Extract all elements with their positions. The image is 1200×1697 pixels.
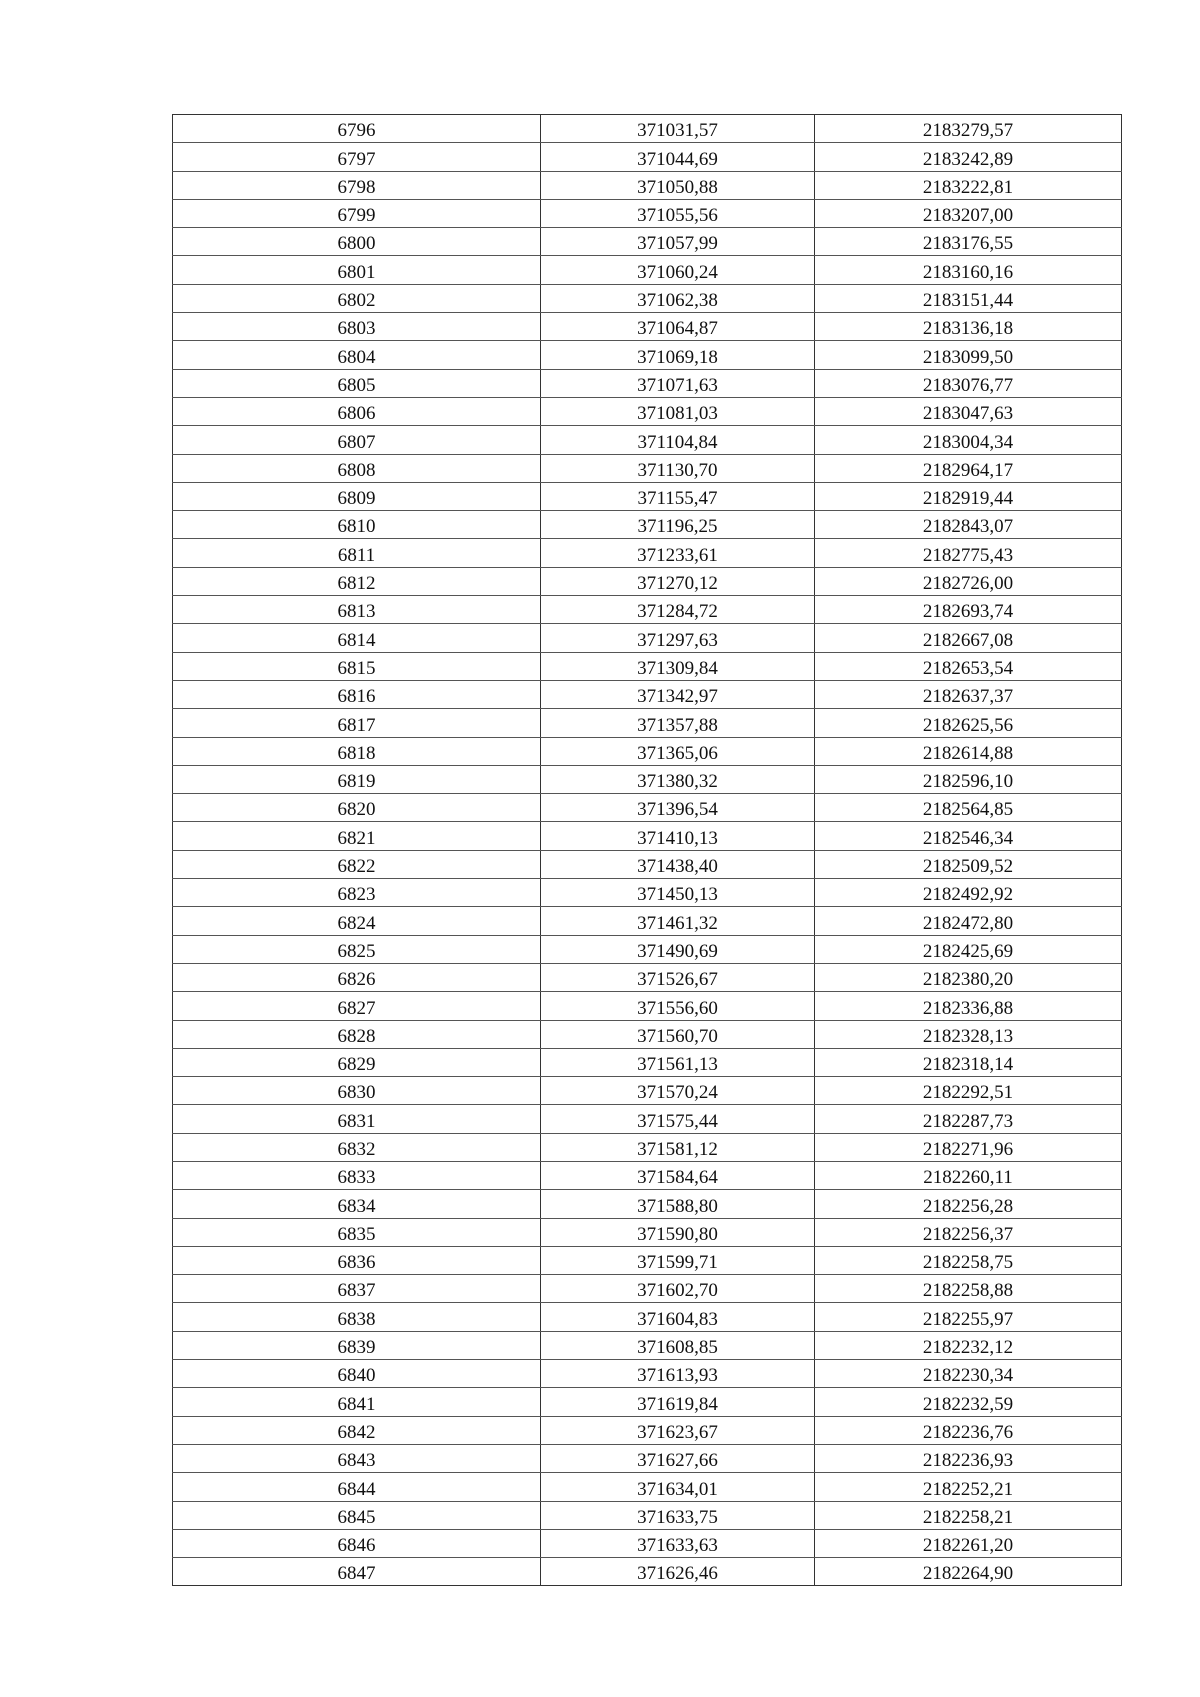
table-row xyxy=(173,426,1122,454)
y-coordinate-cell: 2182255,97 xyxy=(815,1303,1122,1331)
y-coordinate-cell: 2183136,18 xyxy=(815,313,1122,341)
table-row xyxy=(173,482,1122,510)
x-coordinate-cell: 371526,67 xyxy=(541,963,815,991)
table-row xyxy=(173,1077,1122,1105)
x-coordinate-cell: 371060,24 xyxy=(541,256,815,284)
y-coordinate-cell: 2182425,69 xyxy=(815,935,1122,963)
point-number-cell: 6832 xyxy=(173,1133,541,1161)
table-row xyxy=(173,397,1122,425)
point-number-cell: 6819 xyxy=(173,765,541,793)
x-coordinate-cell: 371044,69 xyxy=(541,143,815,171)
y-coordinate-cell: 2182258,21 xyxy=(815,1501,1122,1529)
y-coordinate-cell: 2183076,77 xyxy=(815,369,1122,397)
point-number-cell: 6806 xyxy=(173,397,541,425)
table-row xyxy=(173,963,1122,991)
table-row xyxy=(173,1133,1122,1161)
x-coordinate-cell: 371297,63 xyxy=(541,624,815,652)
y-coordinate-cell: 2182287,73 xyxy=(815,1105,1122,1133)
x-coordinate-cell: 371081,03 xyxy=(541,397,815,425)
point-number-cell: 6799 xyxy=(173,199,541,227)
x-coordinate-cell: 371438,40 xyxy=(541,850,815,878)
point-number-cell: 6805 xyxy=(173,369,541,397)
y-coordinate-cell: 2183099,50 xyxy=(815,341,1122,369)
point-number-cell: 6801 xyxy=(173,256,541,284)
point-number-cell: 6843 xyxy=(173,1444,541,1472)
x-coordinate-cell: 371410,13 xyxy=(541,822,815,850)
point-number-cell: 6831 xyxy=(173,1105,541,1133)
point-number-cell: 6845 xyxy=(173,1501,541,1529)
x-coordinate-cell: 371599,71 xyxy=(541,1246,815,1274)
y-coordinate-cell: 2183047,63 xyxy=(815,397,1122,425)
point-number-cell: 6838 xyxy=(173,1303,541,1331)
table-row xyxy=(173,511,1122,539)
table-row xyxy=(173,143,1122,171)
table-row xyxy=(173,1020,1122,1048)
point-number-cell: 6811 xyxy=(173,539,541,567)
table-row xyxy=(173,539,1122,567)
y-coordinate-cell: 2183160,16 xyxy=(815,256,1122,284)
x-coordinate-cell: 371626,46 xyxy=(541,1558,815,1586)
x-coordinate-cell: 371604,83 xyxy=(541,1303,815,1331)
y-coordinate-cell: 2182261,20 xyxy=(815,1529,1122,1557)
coordinates-sheet xyxy=(172,114,1121,1586)
y-coordinate-cell: 2183151,44 xyxy=(815,284,1122,312)
point-number-cell: 6830 xyxy=(173,1077,541,1105)
y-coordinate-cell: 2182271,96 xyxy=(815,1133,1122,1161)
x-coordinate-cell: 371050,88 xyxy=(541,171,815,199)
table-row xyxy=(173,1105,1122,1133)
y-coordinate-cell: 2182336,88 xyxy=(815,992,1122,1020)
coordinates-table xyxy=(172,114,1122,1586)
table-row xyxy=(173,369,1122,397)
point-number-cell: 6840 xyxy=(173,1360,541,1388)
y-coordinate-cell: 2182318,14 xyxy=(815,1048,1122,1076)
table-row xyxy=(173,1303,1122,1331)
x-coordinate-cell: 371031,57 xyxy=(541,115,815,143)
table-row xyxy=(173,794,1122,822)
x-coordinate-cell: 371396,54 xyxy=(541,794,815,822)
y-coordinate-cell: 2182492,92 xyxy=(815,879,1122,907)
x-coordinate-cell: 371627,66 xyxy=(541,1444,815,1472)
table-row xyxy=(173,313,1122,341)
point-number-cell: 6816 xyxy=(173,680,541,708)
table-row xyxy=(173,1218,1122,1246)
y-coordinate-cell: 2182260,11 xyxy=(815,1161,1122,1189)
table-row xyxy=(173,341,1122,369)
x-coordinate-cell: 371130,70 xyxy=(541,454,815,482)
point-number-cell: 6813 xyxy=(173,596,541,624)
y-coordinate-cell: 2183242,89 xyxy=(815,143,1122,171)
x-coordinate-cell: 371623,67 xyxy=(541,1416,815,1444)
table-row xyxy=(173,879,1122,907)
x-coordinate-cell: 371071,63 xyxy=(541,369,815,397)
y-coordinate-cell: 2182546,34 xyxy=(815,822,1122,850)
y-coordinate-cell: 2183207,00 xyxy=(815,199,1122,227)
x-coordinate-cell: 371633,75 xyxy=(541,1501,815,1529)
x-coordinate-cell: 371342,97 xyxy=(541,680,815,708)
table-row xyxy=(173,935,1122,963)
y-coordinate-cell: 2182256,28 xyxy=(815,1190,1122,1218)
x-coordinate-cell: 371561,13 xyxy=(541,1048,815,1076)
table-row xyxy=(173,680,1122,708)
y-coordinate-cell: 2182230,34 xyxy=(815,1360,1122,1388)
point-number-cell: 6797 xyxy=(173,143,541,171)
point-number-cell: 6836 xyxy=(173,1246,541,1274)
x-coordinate-cell: 371633,63 xyxy=(541,1529,815,1557)
x-coordinate-cell: 371233,61 xyxy=(541,539,815,567)
table-row xyxy=(173,256,1122,284)
y-coordinate-cell: 2182775,43 xyxy=(815,539,1122,567)
table-row xyxy=(173,1473,1122,1501)
x-coordinate-cell: 371309,84 xyxy=(541,652,815,680)
x-coordinate-cell: 371575,44 xyxy=(541,1105,815,1133)
point-number-cell: 6796 xyxy=(173,115,541,143)
coordinates-table-body xyxy=(173,115,1122,1586)
table-row xyxy=(173,1501,1122,1529)
y-coordinate-cell: 2183279,57 xyxy=(815,115,1122,143)
x-coordinate-cell: 371602,70 xyxy=(541,1275,815,1303)
point-number-cell: 6818 xyxy=(173,737,541,765)
y-coordinate-cell: 2182843,07 xyxy=(815,511,1122,539)
x-coordinate-cell: 371581,12 xyxy=(541,1133,815,1161)
point-number-cell: 6802 xyxy=(173,284,541,312)
table-row xyxy=(173,652,1122,680)
y-coordinate-cell: 2183176,55 xyxy=(815,228,1122,256)
y-coordinate-cell: 2182236,76 xyxy=(815,1416,1122,1444)
y-coordinate-cell: 2182667,08 xyxy=(815,624,1122,652)
point-number-cell: 6807 xyxy=(173,426,541,454)
point-number-cell: 6823 xyxy=(173,879,541,907)
table-row xyxy=(173,850,1122,878)
x-coordinate-cell: 371155,47 xyxy=(541,482,815,510)
table-row xyxy=(173,1360,1122,1388)
point-number-cell: 6825 xyxy=(173,935,541,963)
x-coordinate-cell: 371613,93 xyxy=(541,1360,815,1388)
table-row xyxy=(173,1444,1122,1472)
table-row xyxy=(173,171,1122,199)
x-coordinate-cell: 371055,56 xyxy=(541,199,815,227)
table-row xyxy=(173,115,1122,143)
table-row xyxy=(173,1190,1122,1218)
y-coordinate-cell: 2182509,52 xyxy=(815,850,1122,878)
y-coordinate-cell: 2182637,37 xyxy=(815,680,1122,708)
y-coordinate-cell: 2182380,20 xyxy=(815,963,1122,991)
x-coordinate-cell: 371461,32 xyxy=(541,907,815,935)
y-coordinate-cell: 2182625,56 xyxy=(815,709,1122,737)
point-number-cell: 6829 xyxy=(173,1048,541,1076)
point-number-cell: 6810 xyxy=(173,511,541,539)
point-number-cell: 6822 xyxy=(173,850,541,878)
y-coordinate-cell: 2182232,59 xyxy=(815,1388,1122,1416)
x-coordinate-cell: 371590,80 xyxy=(541,1218,815,1246)
y-coordinate-cell: 2182653,54 xyxy=(815,652,1122,680)
y-coordinate-cell: 2182596,10 xyxy=(815,765,1122,793)
x-coordinate-cell: 371380,32 xyxy=(541,765,815,793)
point-number-cell: 6817 xyxy=(173,709,541,737)
point-number-cell: 6824 xyxy=(173,907,541,935)
point-number-cell: 6828 xyxy=(173,1020,541,1048)
table-row xyxy=(173,454,1122,482)
table-row xyxy=(173,624,1122,652)
x-coordinate-cell: 371270,12 xyxy=(541,567,815,595)
point-number-cell: 6804 xyxy=(173,341,541,369)
table-row xyxy=(173,1246,1122,1274)
x-coordinate-cell: 371570,24 xyxy=(541,1077,815,1105)
y-coordinate-cell: 2182292,51 xyxy=(815,1077,1122,1105)
point-number-cell: 6846 xyxy=(173,1529,541,1557)
x-coordinate-cell: 371634,01 xyxy=(541,1473,815,1501)
y-coordinate-cell: 2182726,00 xyxy=(815,567,1122,595)
point-number-cell: 6821 xyxy=(173,822,541,850)
x-coordinate-cell: 371450,13 xyxy=(541,879,815,907)
point-number-cell: 6826 xyxy=(173,963,541,991)
table-row xyxy=(173,907,1122,935)
point-number-cell: 6814 xyxy=(173,624,541,652)
table-row xyxy=(173,596,1122,624)
point-number-cell: 6808 xyxy=(173,454,541,482)
point-number-cell: 6837 xyxy=(173,1275,541,1303)
x-coordinate-cell: 371357,88 xyxy=(541,709,815,737)
point-number-cell: 6812 xyxy=(173,567,541,595)
x-coordinate-cell: 371104,84 xyxy=(541,426,815,454)
table-row xyxy=(173,199,1122,227)
y-coordinate-cell: 2182236,93 xyxy=(815,1444,1122,1472)
x-coordinate-cell: 371069,18 xyxy=(541,341,815,369)
table-row xyxy=(173,1275,1122,1303)
point-number-cell: 6847 xyxy=(173,1558,541,1586)
x-coordinate-cell: 371062,38 xyxy=(541,284,815,312)
y-coordinate-cell: 2182964,17 xyxy=(815,454,1122,482)
point-number-cell: 6800 xyxy=(173,228,541,256)
x-coordinate-cell: 371619,84 xyxy=(541,1388,815,1416)
point-number-cell: 6827 xyxy=(173,992,541,1020)
y-coordinate-cell: 2182919,44 xyxy=(815,482,1122,510)
table-row xyxy=(173,1161,1122,1189)
y-coordinate-cell: 2182258,75 xyxy=(815,1246,1122,1274)
x-coordinate-cell: 371588,80 xyxy=(541,1190,815,1218)
y-coordinate-cell: 2182258,88 xyxy=(815,1275,1122,1303)
y-coordinate-cell: 2182232,12 xyxy=(815,1331,1122,1359)
point-number-cell: 6833 xyxy=(173,1161,541,1189)
x-coordinate-cell: 371560,70 xyxy=(541,1020,815,1048)
y-coordinate-cell: 2182328,13 xyxy=(815,1020,1122,1048)
table-row xyxy=(173,1529,1122,1557)
table-row xyxy=(173,228,1122,256)
y-coordinate-cell: 2182472,80 xyxy=(815,907,1122,935)
table-row xyxy=(173,765,1122,793)
table-row xyxy=(173,992,1122,1020)
x-coordinate-cell: 371196,25 xyxy=(541,511,815,539)
x-coordinate-cell: 371490,69 xyxy=(541,935,815,963)
table-row xyxy=(173,1388,1122,1416)
point-number-cell: 6839 xyxy=(173,1331,541,1359)
table-row xyxy=(173,1331,1122,1359)
point-number-cell: 6815 xyxy=(173,652,541,680)
point-number-cell: 6842 xyxy=(173,1416,541,1444)
x-coordinate-cell: 371584,64 xyxy=(541,1161,815,1189)
y-coordinate-cell: 2182252,21 xyxy=(815,1473,1122,1501)
y-coordinate-cell: 2182614,88 xyxy=(815,737,1122,765)
table-row xyxy=(173,709,1122,737)
y-coordinate-cell: 2182264,90 xyxy=(815,1558,1122,1586)
table-row xyxy=(173,567,1122,595)
table-row xyxy=(173,737,1122,765)
table-row xyxy=(173,1558,1122,1586)
point-number-cell: 6835 xyxy=(173,1218,541,1246)
x-coordinate-cell: 371284,72 xyxy=(541,596,815,624)
point-number-cell: 6798 xyxy=(173,171,541,199)
point-number-cell: 6841 xyxy=(173,1388,541,1416)
x-coordinate-cell: 371608,85 xyxy=(541,1331,815,1359)
y-coordinate-cell: 2182256,37 xyxy=(815,1218,1122,1246)
y-coordinate-cell: 2183222,81 xyxy=(815,171,1122,199)
point-number-cell: 6809 xyxy=(173,482,541,510)
point-number-cell: 6834 xyxy=(173,1190,541,1218)
point-number-cell: 6844 xyxy=(173,1473,541,1501)
point-number-cell: 6820 xyxy=(173,794,541,822)
x-coordinate-cell: 371064,87 xyxy=(541,313,815,341)
y-coordinate-cell: 2182693,74 xyxy=(815,596,1122,624)
table-row xyxy=(173,1416,1122,1444)
x-coordinate-cell: 371057,99 xyxy=(541,228,815,256)
y-coordinate-cell: 2183004,34 xyxy=(815,426,1122,454)
x-coordinate-cell: 371556,60 xyxy=(541,992,815,1020)
y-coordinate-cell: 2182564,85 xyxy=(815,794,1122,822)
table-row xyxy=(173,1048,1122,1076)
point-number-cell: 6803 xyxy=(173,313,541,341)
table-row xyxy=(173,822,1122,850)
table-row xyxy=(173,284,1122,312)
x-coordinate-cell: 371365,06 xyxy=(541,737,815,765)
